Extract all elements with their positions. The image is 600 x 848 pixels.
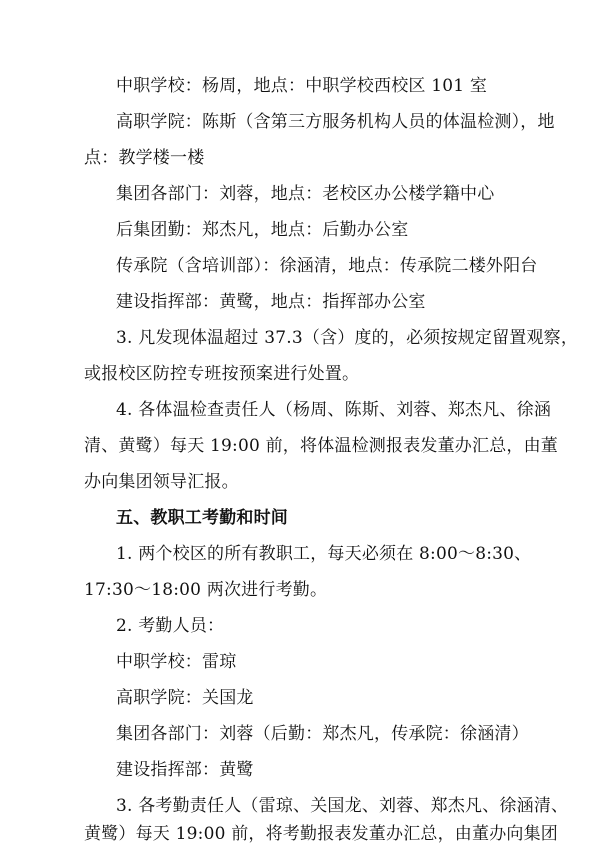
paragraph-line: 4. 各体温检查责任人（杨周、陈斯、刘蓉、郑杰凡、徐涵 — [116, 400, 552, 420]
paragraph-line: 17:30～18:00 两次进行考勤。 — [84, 580, 328, 600]
paragraph-line: 清、黄鹭）每天 19:00 前，将体温检测报表发董办汇总，由董 — [84, 436, 558, 456]
section-heading: 五、教职工考勤和时间 — [116, 508, 288, 528]
paragraph-line: 高职学院：关国龙 — [116, 688, 254, 708]
paragraph-line: 点：教学楼一楼 — [84, 148, 205, 168]
paragraph-line: 黄鹭）每天 19:00 前，将考勤报表发董办汇总，由董办向集团 — [84, 824, 558, 844]
paragraph-line: 中职学校：雷琼 — [116, 652, 237, 672]
paragraph-line: 办向集团领导汇报。 — [84, 472, 239, 492]
paragraph-line: 3. 凡发现体温超过 37.3（含）度的，必须按规定留置观察， — [116, 328, 579, 348]
paragraph-line: 1. 两个校区的所有教职工，每天必须在 8:00～8:30、 — [116, 544, 532, 564]
paragraph-line: 中职学校：杨周，地点：中职学校西校区 101 室 — [116, 76, 488, 96]
paragraph-line: 集团各部门：刘蓉（后勤：郑杰凡，传承院：徐涵清） — [116, 724, 529, 744]
paragraph-line: 建设指挥部：黄鹭 — [116, 760, 254, 780]
paragraph-line: 后集团勤：郑杰凡，地点：后勤办公室 — [116, 220, 409, 240]
paragraph-line: 或报校区防控专班按预案进行处置。 — [84, 364, 360, 384]
paragraph-line: 建设指挥部：黄鹭，地点：指挥部办公室 — [116, 292, 426, 312]
paragraph-line: 2. 考勤人员： — [116, 616, 225, 636]
paragraph-line: 3. 各考勤责任人（雷琼、关国龙、刘蓉、郑杰凡、徐涵清、 — [116, 796, 569, 816]
paragraph-line: 高职学院：陈斯（含第三方服务机构人员的体温检测），地 — [116, 112, 555, 132]
paragraph-line: 集团各部门：刘蓉，地点：老校区办公楼学籍中心 — [116, 184, 495, 204]
paragraph-line: 传承院（含培训部）：徐涵清，地点：传承院二楼外阳台 — [116, 256, 538, 276]
